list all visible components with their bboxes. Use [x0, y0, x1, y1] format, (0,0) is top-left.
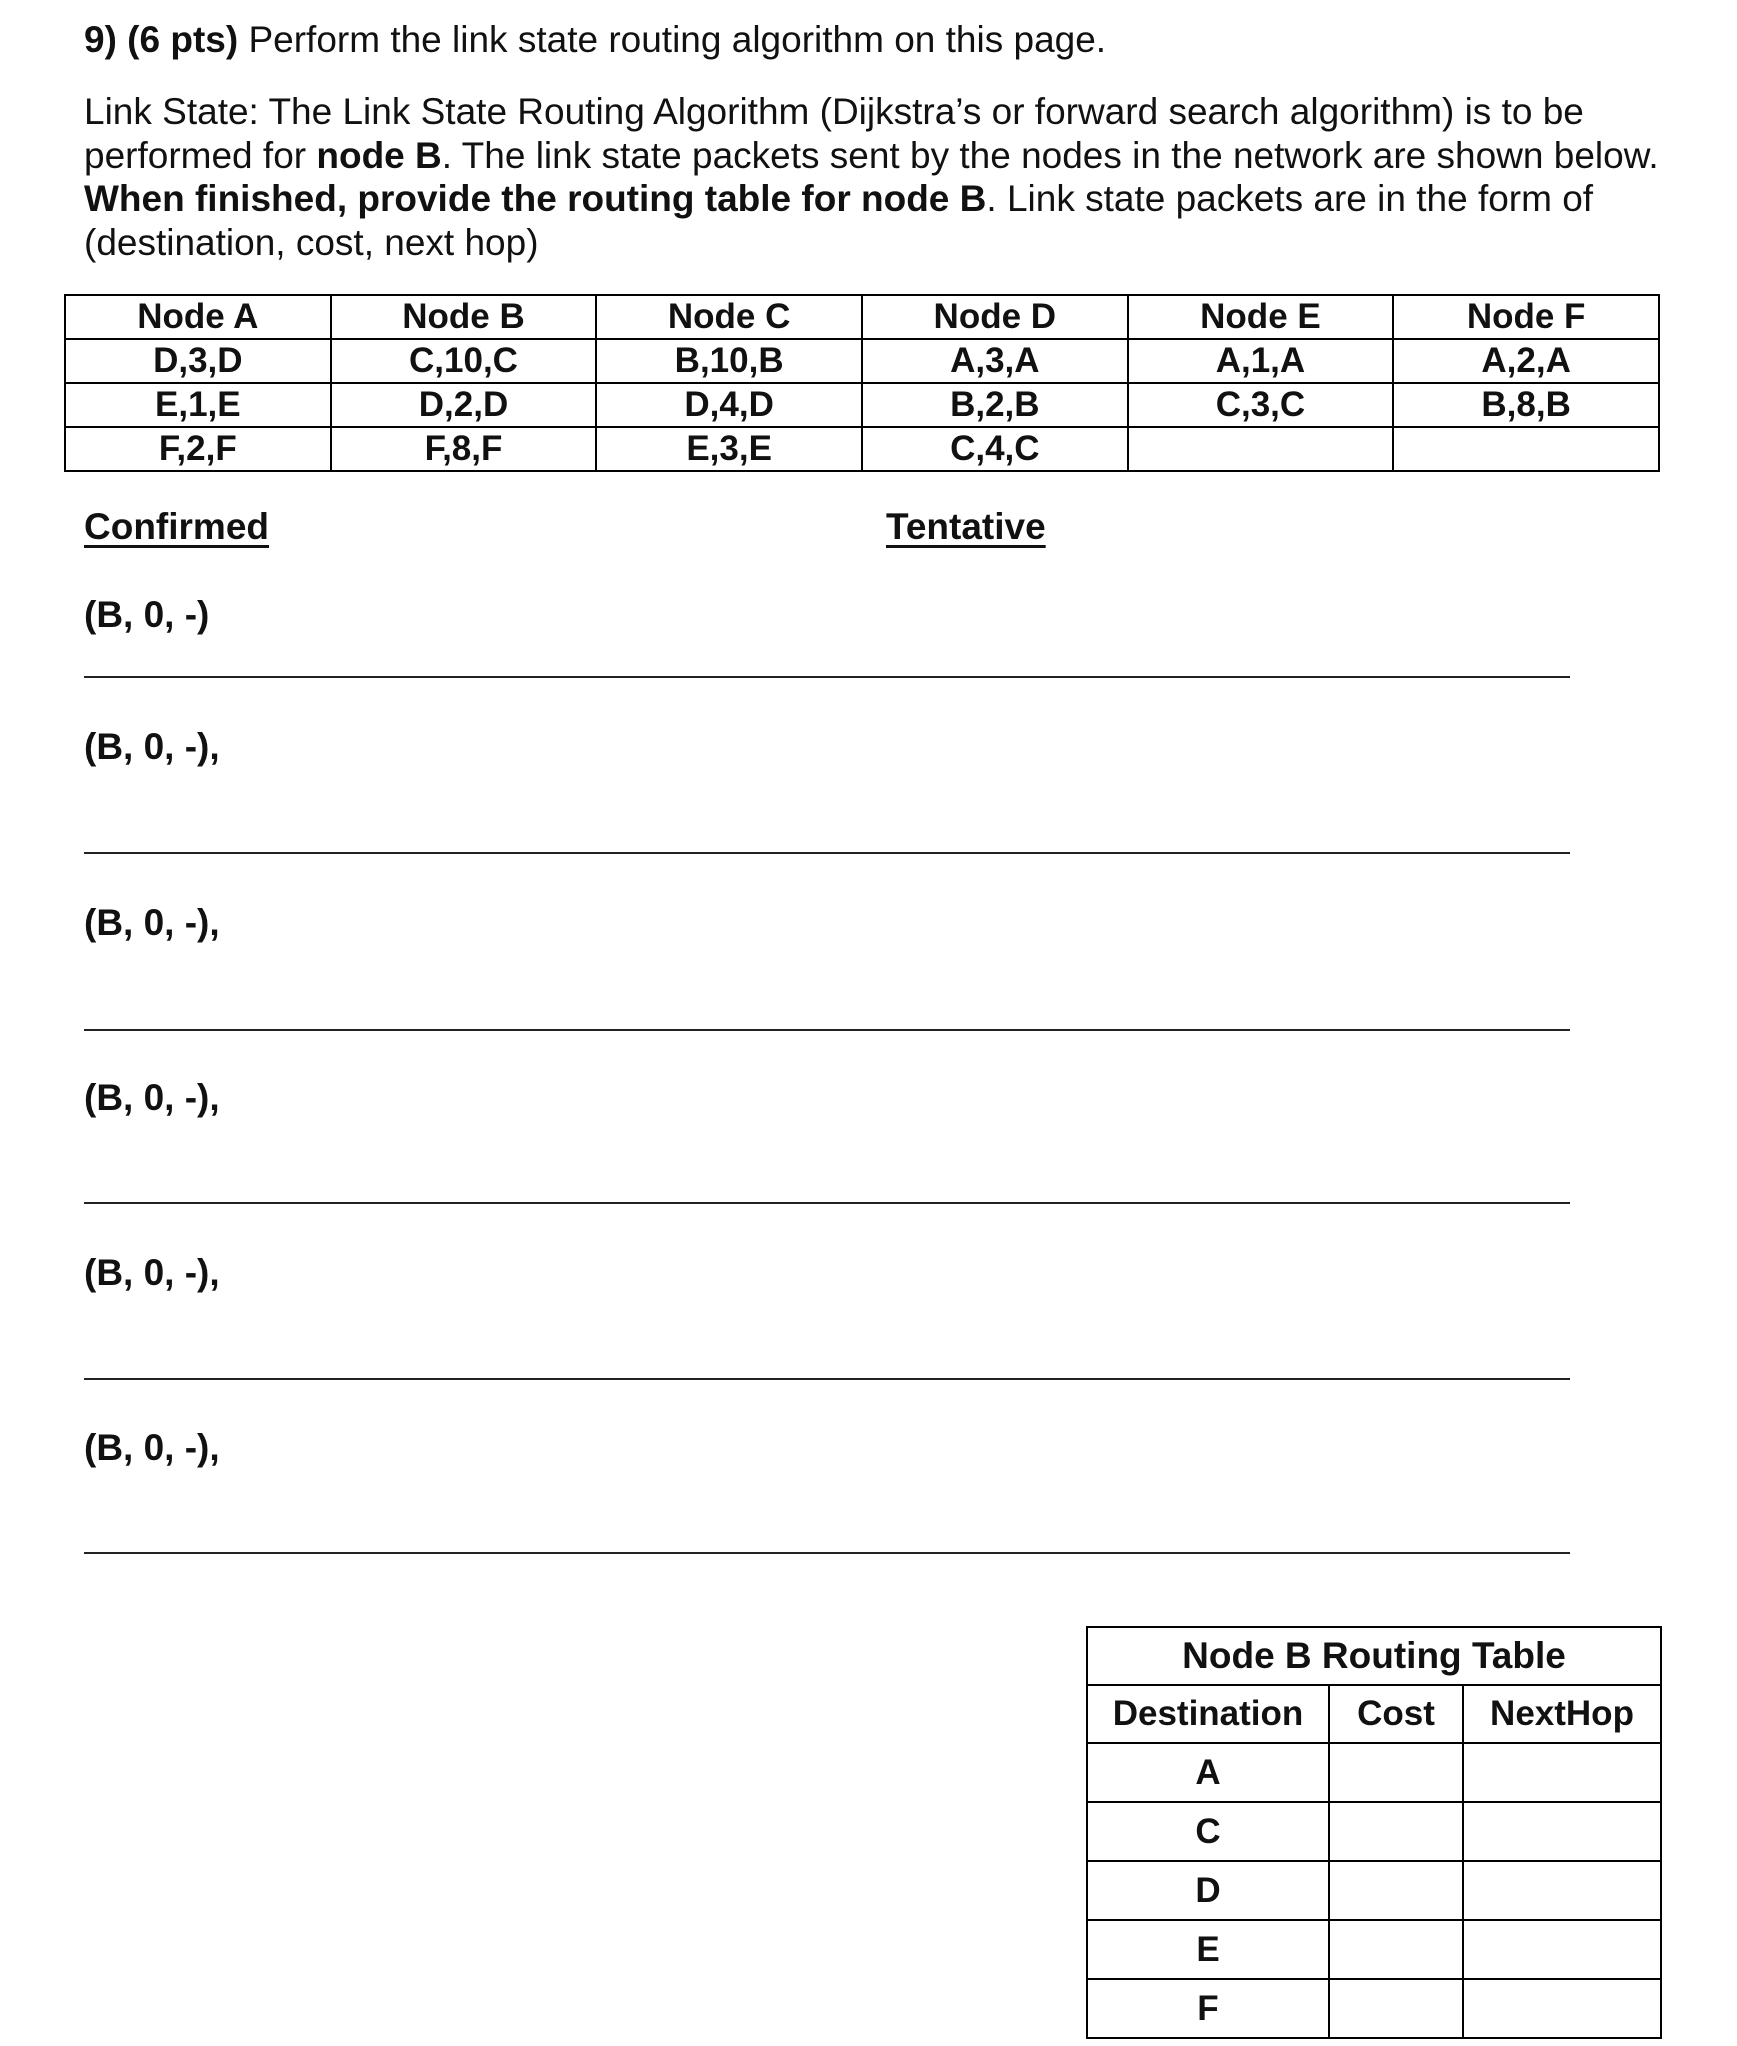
routing-cost-cell[interactable] — [1329, 1861, 1463, 1920]
lsp-cell: C,4,C — [862, 427, 1128, 471]
routing-cost-cell[interactable] — [1329, 1802, 1463, 1861]
confirmed-step-6: (B, 0, -), — [84, 1427, 220, 1468]
routing-destination: D — [1087, 1861, 1329, 1920]
answer-line-3[interactable] — [84, 1029, 1570, 1031]
lsp-row — [65, 427, 1659, 471]
question-number-points: 9) (6 pts) — [84, 19, 239, 60]
confirmed-step-4: (B, 0, -), — [84, 1077, 220, 1118]
lsp-cell: F,2,F — [65, 427, 331, 471]
intro-text-2: . The link state packets sent by the nodes in the network are shown below. — [441, 134, 1659, 176]
routing-nexthop-cell[interactable] — [1463, 1920, 1661, 1979]
routing-header-nexthop: NextHop — [1463, 1685, 1661, 1743]
lsp-cell — [1393, 427, 1659, 471]
routing-cost-cell[interactable] — [1329, 1920, 1463, 1979]
lsp-row — [65, 383, 1659, 427]
routing-header-cost: Cost — [1329, 1685, 1463, 1743]
routing-nexthop-cell[interactable] — [1463, 1743, 1661, 1802]
lsp-cell: B,2,B — [862, 383, 1128, 427]
answer-line-6[interactable] — [84, 1552, 1570, 1554]
lsp-cell — [1128, 427, 1394, 471]
lsp-cell: D,3,D — [65, 339, 331, 383]
lsp-cell: C,3,C — [1128, 383, 1394, 427]
routing-destination: E — [1087, 1920, 1329, 1979]
confirmed-step-3: (B, 0, -), — [84, 902, 220, 943]
routing-destination: A — [1087, 1743, 1329, 1802]
routing-row — [1087, 1861, 1661, 1920]
lsp-header-row — [65, 295, 1659, 339]
intro-bold-1: node B — [316, 134, 442, 176]
lsp-cell: E,3,E — [596, 427, 862, 471]
confirmed-step-5: (B, 0, -), — [84, 1252, 220, 1293]
routing-table-title: Node B Routing Table — [1087, 1627, 1661, 1685]
routing-table-title-row — [1087, 1627, 1661, 1685]
lsp-cell: A,3,A — [862, 339, 1128, 383]
routing-nexthop-cell[interactable] — [1463, 1979, 1661, 2038]
question-prompt: Perform the link state routing algorithm on this page. — [248, 19, 1107, 60]
routing-cost-cell[interactable] — [1329, 1743, 1463, 1802]
lsp-header-node-a: Node A — [65, 295, 331, 339]
routing-row — [1087, 1979, 1661, 2038]
routing-destination: F — [1087, 1979, 1329, 2038]
lsp-header-node-c: Node C — [596, 295, 862, 339]
lsp-cell: C,10,C — [331, 339, 597, 383]
answer-line-5[interactable] — [84, 1378, 1570, 1380]
lsp-header-node-d: Node D — [862, 295, 1128, 339]
link-state-packet-table — [64, 294, 1660, 472]
routing-row — [1087, 1802, 1661, 1861]
routing-header-destination: Destination — [1087, 1685, 1329, 1743]
lsp-cell: D,2,D — [331, 383, 597, 427]
routing-row — [1087, 1743, 1661, 1802]
routing-destination: C — [1087, 1802, 1329, 1861]
routing-row — [1087, 1920, 1661, 1979]
intro-text-1: Link State: The Link State Routing Algorithm (Dijkstra’s or forward search algorithm) is to be performed for — [84, 91, 1584, 176]
intro-bold-2: When finished, provide the routing table for node B — [84, 178, 987, 219]
lsp-cell: B,10,B — [596, 339, 862, 383]
routing-table-header-row — [1087, 1685, 1661, 1743]
intro-paragraph — [84, 90, 1664, 264]
confirmed-heading: Confirmed — [84, 506, 269, 547]
lsp-cell: E,1,E — [65, 383, 331, 427]
lsp-row — [65, 339, 1659, 383]
lsp-cell: F,8,F — [331, 427, 597, 471]
routing-nexthop-cell[interactable] — [1463, 1861, 1661, 1920]
routing-nexthop-cell[interactable] — [1463, 1802, 1661, 1861]
answer-line-2[interactable] — [84, 852, 1570, 854]
confirmed-step-1: (B, 0, -) — [84, 594, 210, 635]
answer-line-4[interactable] — [84, 1202, 1570, 1204]
lsp-header-node-f: Node F — [1393, 295, 1659, 339]
routing-cost-cell[interactable] — [1329, 1979, 1463, 2038]
lsp-cell: D,4,D — [596, 383, 862, 427]
confirmed-step-2: (B, 0, -), — [84, 726, 220, 767]
node-b-routing-table — [1086, 1626, 1662, 2039]
lsp-header-node-b: Node B — [331, 295, 597, 339]
question-title — [84, 18, 1106, 62]
lsp-cell: A,2,A — [1393, 339, 1659, 383]
answer-line-1[interactable] — [84, 676, 1570, 678]
intro-text-3: . Link state packets are in the form of (destination, cost, next hop) — [84, 178, 1594, 263]
lsp-cell: A,1,A — [1128, 339, 1394, 383]
tentative-heading: Tentative — [886, 506, 1046, 547]
lsp-cell: B,8,B — [1393, 383, 1659, 427]
lsp-header-node-e: Node E — [1128, 295, 1394, 339]
